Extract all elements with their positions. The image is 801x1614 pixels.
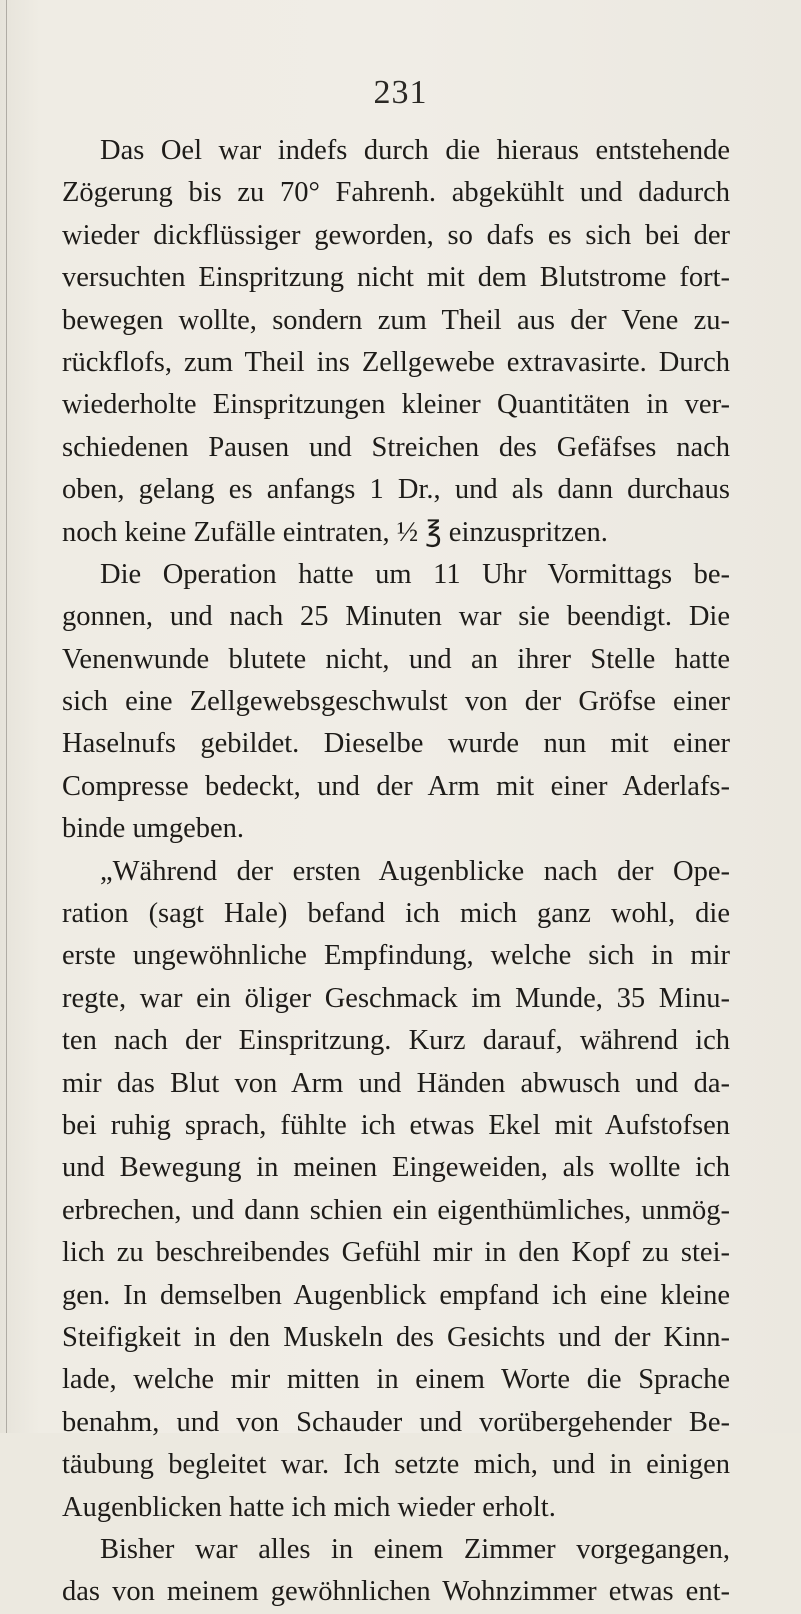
text-line: benahm, und von Schauder und vorübergehender Be- (62, 1406, 730, 1438)
text-line: Haselnufs gebildet. Dieselbe wurde nun mit einer (62, 728, 730, 760)
text-line: sich eine Zellgewebsgeschwulst von der Gröfse einer (62, 686, 730, 718)
text-line: Venenwunde blutete nicht, und an ihrer Stelle hatte (62, 643, 730, 675)
page-gutter-edge (6, 0, 7, 1433)
text-line: Zögerung bis zu 70° Fahrenh. abgekühlt und dadurch (62, 177, 730, 209)
body-text (62, 130, 730, 1614)
text-line: Compresse bedeckt, und der Arm mit einer Aderlafs- (62, 770, 730, 802)
text-line: erbrechen, und dann schien ein eigenthümliches, unmög- (62, 1194, 730, 1226)
text-line: das von meinem gewöhnlichen Wohnzimmer etwas ent- (62, 1576, 730, 1608)
text-line: gonnen, und nach 25 Minuten war sie beendigt. Die (62, 601, 730, 633)
text-line: Steifigkeit in den Muskeln des Gesichts und der Kinn- (62, 1321, 730, 1353)
text-line: „Während der ersten Augenblicke nach der Ope- (100, 855, 730, 887)
text-line: bewegen wollte, sondern zum Theil aus der Vene zu- (62, 304, 730, 336)
text-line: ration (sagt Hale) befand ich mich ganz wohl, die (62, 898, 730, 930)
text-line: bei ruhig sprach, fühlte ich etwas Ekel mit Aufstofsen (62, 1109, 730, 1141)
text-line: gen. In demselben Augenblick empfand ich eine kleine (62, 1279, 730, 1311)
text-line: erste ungewöhnliche Empfindung, welche sich in mir (62, 940, 730, 972)
text-line: Das Oel war indefs durch die hieraus entstehende (100, 135, 730, 166)
text-line: mir das Blut von Arm und Händen abwusch und da- (62, 1067, 730, 1099)
text-line: ten nach der Einspritzung. Kurz darauf, während ich (62, 1025, 730, 1057)
text-line: täubung begleitet war. Ich setzte mich, und in einigen (62, 1449, 730, 1481)
text-line: regte, war ein öliger Geschmack im Munde, 35 Minu- (62, 982, 730, 1014)
text-line: rückflofs, zum Theil ins Zellgewebe extravasirte. Durch (62, 346, 730, 378)
text-line: versuchten Einspritzung nicht mit dem Blutstrome fort- (62, 262, 730, 294)
text-line: lade, welche mir mitten in einem Worte die Sprache (62, 1364, 730, 1396)
text-line: schiedenen Pausen und Streichen des Gefäfses nach (62, 431, 730, 463)
text-line: und Bewegung in meinen Eingeweiden, als wollte ich (62, 1152, 730, 1184)
text-line: oben, gelang es anfangs 1 Dr., und als dann durchaus (62, 474, 730, 506)
text-line: noch keine Zufälle eintraten, ½ ℥ einzuspritzen. (62, 516, 608, 548)
text-line: Augenblicken hatte ich mich wieder erholt. (62, 1491, 556, 1523)
text-line: Die Operation hatte um 11 Uhr Vormittags be- (100, 558, 730, 590)
text-line: wieder dickflüssiger geworden, so dafs es sich bei der (62, 219, 730, 251)
text-line: Bisher war alles in einem Zimmer vorgegangen, (100, 1533, 730, 1565)
page-number: 231 (373, 74, 428, 111)
text-line: wiederholte Einspritzungen kleiner Quantitäten in ver- (62, 389, 730, 421)
text-line: binde umgeben. (62, 813, 245, 845)
text-line: lich zu beschreibendes Gefühl mir in den Kopf zu stei- (62, 1237, 730, 1269)
